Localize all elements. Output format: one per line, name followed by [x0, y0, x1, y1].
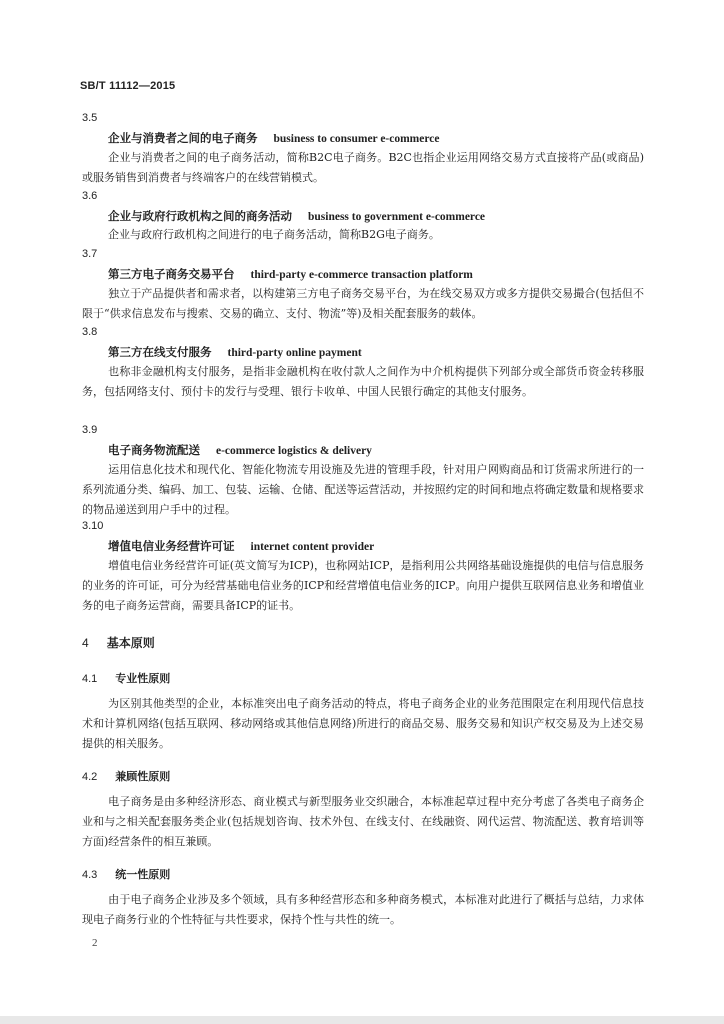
section-heading [82, 634, 155, 651]
term-title-en: third-party e-commerce transaction platform [250, 269, 473, 281]
subsection-heading [82, 670, 170, 686]
term-title-zh: 企业与政府行政机构之间的商务活动 [108, 209, 292, 223]
term-title-zh: 增值电信业务经营许可证 [108, 539, 235, 553]
term-title-zh: 企业与消费者之间的电子商务 [108, 131, 258, 145]
subsection-title: 统一性原则 [115, 868, 171, 881]
page-number: 2 [92, 937, 98, 949]
section-number: 4 [82, 636, 89, 650]
subsection-text: 由于电子商务企业涉及多个领域，具有多种经营形态和多种商务模式，本标准对此进行了概括与总结，力求体现电子商务行业的个性特征与共性要求，保持个性与共性的统一。 [82, 893, 644, 926]
section-title: 基本原则 [106, 636, 155, 650]
subsection-number: 4.3 [82, 869, 98, 881]
term-title-zh: 电子商务物流配送 [108, 443, 200, 457]
term-number: 3.5 [82, 112, 98, 124]
subsection-text: 为区别其他类型的企业，本标准突出电子商务活动的特点，将电子商务企业的业务范围限定在利用现代信息技术和计算机网络(包括互联网、移动网络或其他信息网络)所进行的商品交易、服务交易和知识产权交易及为上述交易提供的相关服务。 [82, 697, 644, 750]
subsection-heading [82, 866, 170, 882]
subsection-text: 电子商务是由多种经济形态、商业模式与新型服务业交织融合，本标准起草过程中充分考虑了各类电子商务企业和与之相关配套服务类企业(包括规划咨询、技术外包、在线支付、在线融资、网代运营、物流配送、教育培训等方面)经营条件的相互兼顾。 [82, 795, 644, 848]
subsection-title: 兼顾性原则 [115, 770, 171, 783]
page-bottom-edge [0, 1016, 724, 1024]
term-number: 3.6 [82, 190, 98, 202]
term-definition: 也称非金融机构支付服务，是指非金融机构在收付款人之间作为中介机构提供下列部分或全部货币资金转移服务，包括网络支付、预付卡的发行与受理、银行卡收单、中国人民银行确定的其他支付服务。 [82, 365, 644, 398]
term-title-en: internet content provider [250, 541, 375, 553]
term-title-en: business to government e-commerce [308, 211, 486, 223]
term-number: 3.8 [82, 326, 98, 338]
subsection-number: 4.2 [82, 771, 98, 783]
term-title [108, 130, 439, 146]
term-title [108, 208, 485, 224]
term-title [108, 442, 372, 458]
subsection-number: 4.1 [82, 673, 98, 685]
term-title-zh: 第三方电子商务交易平台 [108, 267, 235, 281]
term-number: 3.10 [82, 520, 104, 532]
term-number: 3.9 [82, 424, 98, 436]
term-number: 3.7 [82, 248, 98, 260]
term-title-en: e-commerce logistics & delivery [216, 445, 372, 457]
subsection-heading [82, 768, 170, 784]
subsection-title: 专业性原则 [115, 672, 171, 685]
term-definition: 企业与消费者之间的电子商务活动，简称B2C电子商务。B2C也指企业运用网络交易方式直接将产品(或商品)或服务销售到消费者与终端客户的在线营销模式。 [82, 151, 644, 184]
term-title-zh: 第三方在线支付服务 [108, 345, 212, 359]
term-definition: 独立于产品提供者和需求者，以构建第三方电子商务交易平台，为在线交易双方或多方提供交易撮合(包括但不限于“供求信息发布与搜索、交易的确立、支付、物流”等)及相关配套服务的载体。 [82, 287, 644, 320]
term-title-en: business to consumer e-commerce [273, 133, 440, 145]
term-title-en: third-party online payment [227, 347, 362, 359]
term-definition: 增值电信业务经营许可证(英文简写为ICP)，也称网站ICP，是指利用公共网络基础设施提供的电信与信息服务的业务的许可证，可分为经营基础电信业务的ICP和经营增值电信业务的ICP。向用户提供互联网信息业务和增值业务的电子商务运营商，需要具备ICP的证书。 [82, 559, 644, 612]
term-definition: 企业与政府行政机构之间进行的电子商务活动，简称B2G电子商务。 [108, 228, 440, 241]
term-title [108, 538, 374, 554]
term-definition: 运用信息化技术和现代化、智能化物流专用设施及先进的管理手段，针对用户网购商品和订货需求所进行的一系列流通分类、编码、加工、包装、运输、仓储、配送等运营活动，并按照约定的时间和地点将确定数量和规格要求的物品递送到用户手中的过程。 [82, 463, 644, 516]
term-title [108, 344, 362, 360]
term-title [108, 266, 473, 282]
standard-code-header: SB/T 11112—2015 [80, 80, 176, 92]
